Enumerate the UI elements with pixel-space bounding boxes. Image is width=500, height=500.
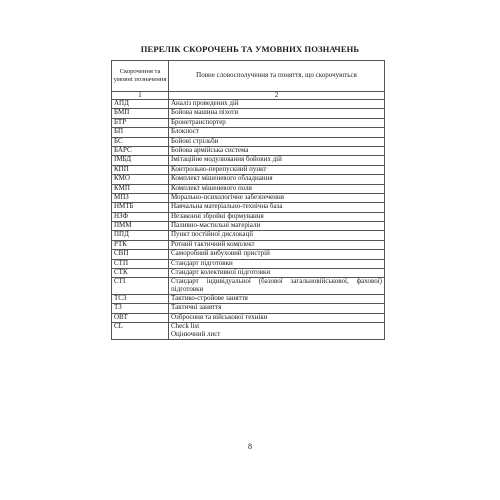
column-number-2: 2 — [169, 92, 385, 100]
abbreviation-cell: БС — [112, 137, 169, 146]
table-row — [112, 278, 385, 295]
full-term-cell — [169, 313, 385, 322]
full-term-text: Бойова машина піхоти — [171, 108, 239, 117]
abbreviation-cell: ПММ — [112, 222, 169, 231]
page-number: 8 — [248, 442, 252, 451]
full-term-text: Комплект мішеневого обладнання — [171, 174, 273, 183]
full-term-text: Морально-психологічне забезпечення — [171, 192, 284, 201]
full-term-text: Ротний тактичний комплект — [171, 239, 255, 248]
full-term-text: Незаконні збройні формування — [171, 211, 264, 220]
abbreviation-cell: КПП — [112, 165, 169, 174]
full-term-text: Check list — [171, 322, 200, 331]
header-abbreviation: Скорочення та умовні позначення — [112, 61, 169, 92]
abbreviation-cell: МПЗ — [112, 193, 169, 202]
table-row — [112, 100, 385, 109]
abbreviation-cell: СВП — [112, 250, 169, 259]
abbreviation-cell: АПД — [112, 100, 169, 109]
abbreviation-cell: КМП — [112, 184, 169, 193]
full-term-text: Стандарт підготовки — [171, 258, 233, 267]
table-row — [112, 323, 385, 340]
full-term-text: Саморобний вибуховий пристрій — [171, 249, 270, 258]
abbreviation-cell: РТК — [112, 240, 169, 249]
full-term-text: Блокпост — [171, 127, 199, 136]
table-row — [112, 295, 385, 304]
table-row — [112, 118, 385, 127]
abbreviation-cell: ТСЗ — [112, 295, 169, 304]
table-row — [112, 313, 385, 322]
table-row — [112, 109, 385, 118]
full-term-text: Бойова армійська система — [171, 145, 249, 154]
abbreviation-cell: ІМБД — [112, 156, 169, 165]
full-term-text-secondary: Оцінючний лист — [171, 329, 221, 338]
abbreviation-cell: ТЗ — [112, 304, 169, 313]
abbreviation-cell: ОВТ — [112, 313, 169, 322]
full-term-text: Паливно-мастильні матеріали — [171, 221, 261, 230]
table-row — [112, 128, 385, 137]
full-term-cell — [169, 278, 385, 295]
table-number-row — [112, 92, 385, 100]
abbreviation-cell: НМТБ — [112, 203, 169, 212]
abbreviations-table — [111, 60, 385, 340]
table-row — [112, 250, 385, 259]
full-term-text: Бронетранспортер — [171, 117, 226, 126]
full-term-text: Комплект мішеневого поля — [171, 183, 252, 192]
full-term-text: Тактико-стройове заняття — [171, 294, 248, 303]
full-term-cell — [169, 323, 385, 340]
full-term-text: Тактичні заняття — [171, 303, 222, 312]
full-term-text: Аналіз проведених дій — [171, 99, 239, 107]
full-term-text: Озброєння та військової техніки — [171, 312, 268, 321]
abbreviation-cell: БТР — [112, 118, 169, 127]
full-term-text: Навчальна матеріально-технічна база — [171, 202, 283, 211]
table-body — [112, 100, 385, 340]
abbreviation-cell: НЗФ — [112, 212, 169, 221]
full-term-text: Стандарт колективної підготовки — [171, 268, 271, 277]
full-term-text: Стандарт індивідуальної (базової загальновійськової, фахової) підготовки — [171, 277, 382, 294]
abbreviation-cell: CL — [112, 323, 169, 340]
full-term-text: Імітаційне модулювання бойових дій — [171, 155, 282, 164]
abbreviation-cell: СТП — [112, 259, 169, 268]
full-term-text: Бойові стрільби — [171, 136, 219, 145]
table-header-row — [112, 61, 385, 92]
column-number-1: 1 — [112, 92, 169, 100]
abbreviation-cell: СТК — [112, 269, 169, 278]
page-title: ПЕРЕЛІК СКОРОЧЕНЬ ТА УМОВНИХ ПОЗНАЧЕНЬ — [140, 44, 360, 54]
abbreviation-cell: КМО — [112, 175, 169, 184]
full-term-text: Пункт постійної дислокації — [171, 230, 254, 239]
full-term-text: Контрольно-перепускний пункт — [171, 164, 267, 173]
abbreviation-cell: БП — [112, 128, 169, 137]
abbreviation-cell: ППД — [112, 231, 169, 240]
full-term-cell — [169, 118, 385, 127]
header-full-term: Повне словосполучення та поняття, що скорочуються — [169, 61, 385, 92]
abbreviation-cell: БАРС — [112, 146, 169, 155]
abbreviation-cell: БМП — [112, 109, 169, 118]
abbreviation-cell: СТІ — [112, 278, 169, 295]
